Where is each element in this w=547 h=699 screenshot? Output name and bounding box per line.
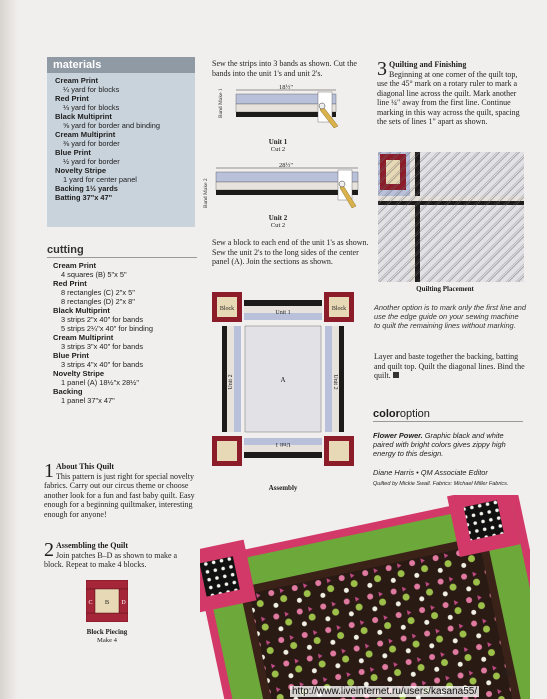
materials-item-name: Novelty Stripe (55, 166, 107, 175)
assembly-diagram (212, 290, 356, 480)
cutting-item-detail: 4 squares (B) 5"x 5" (61, 270, 127, 279)
layer-text-body: Layer and baste together the backing, batting and quilt top. Quilt the diagonal lines. Bind the quilt. (374, 352, 525, 380)
step-1-text: This pattern is just right for special novelty fabrics. Carry out our circus theme or choose another look for a fun and fast baby quilt. Easy enough for a beginning quiltmaker, interesting enough for anyone! (44, 471, 195, 519)
assembly-unit-1-label: Unit 1 (275, 310, 291, 316)
cutting-item-name: Blue Print (53, 351, 89, 360)
materials-item-detail: 1 yard for center panel (63, 175, 137, 184)
materials-item-detail: ⅜ yard for border (63, 139, 120, 148)
cutting-item-detail: 3 strips 4"x 40" for bands (61, 360, 144, 369)
materials-heading: materials (47, 57, 195, 73)
unit-2-band: Band Make 2 (203, 178, 209, 208)
coloroption-heading-rest: option (399, 408, 430, 420)
quilting-caption: Quilting Placement (416, 285, 474, 293)
cutting-item-name: Black Multiprint (53, 306, 110, 315)
unit-1-sub: Cut 2 (270, 146, 286, 153)
cutting-list (47, 261, 197, 405)
materials-item-detail: ⅓ yard for blocks (63, 103, 120, 112)
assembly-block-label: Block (219, 306, 235, 312)
step-3-text: Beginning at one corner of the quilt top, use the 45° mark on a rotary ruler to mark a diagonal line across the quilt. Mark another line ¼" away from the first line. Continue marking in this way across the quilt, spacing the sets of lines 1" apart as shown. (377, 69, 520, 126)
materials-item-name: Black Multiprint (55, 112, 112, 121)
block-label-c: C (88, 600, 93, 606)
quilting-placement-diagram (378, 152, 524, 282)
layer-text (374, 352, 526, 381)
cutting-item-name: Red Print (53, 279, 87, 288)
cutting-item-detail: 8 rectangles (C) 2"x 5" (61, 288, 135, 297)
cutting-heading: cutting (47, 246, 197, 258)
cutting-item-detail: 8 rectangles (D) 2"x 8" (61, 297, 135, 306)
step-1-number: 1 (44, 460, 54, 482)
cutting-item-detail: 3 strips 3"x 40" for bands (61, 342, 144, 351)
unit-1-caption: Unit 1 (268, 138, 288, 146)
cutting-item-detail: 5 strips 2¼"x 40" for binding (61, 324, 153, 333)
step-1 (44, 462, 198, 519)
block-label-d: D (121, 600, 126, 606)
block-piecing-sub: Make 4 (97, 637, 117, 644)
unit-2-dimension: 28½" (278, 162, 294, 169)
block-label-b: B (104, 599, 110, 606)
coloroption-heading (373, 410, 523, 422)
unit-1-dimension: 18½" (278, 84, 294, 91)
unit-1-diagram (208, 82, 358, 142)
materials-item-name: Red Print (55, 94, 89, 103)
step-2-number: 2 (44, 539, 54, 561)
assembly-unit-2-left: Unit 2 (228, 374, 234, 390)
materials-item-detail: ¼ yard for blocks (63, 85, 120, 94)
cutting-item-detail: 1 panel 37"x 47" (61, 396, 115, 405)
option-text: Another option is to mark only the first line and use the edge guide on your sewing machine to quilt the remaining lines without marking. (374, 303, 526, 330)
step-3-number: 3 (377, 58, 387, 80)
page-number: 45 (502, 668, 513, 678)
middle-intro: Sew the strips into 3 bands as shown. Cut the bands into the unit 1's and unit 2's. (212, 59, 357, 78)
materials-batting: Batting 37"x 47" (55, 193, 113, 202)
step-2 (44, 541, 198, 570)
step-3-title: Quilting and Finishing (389, 60, 467, 69)
step-2-title: Assembling the Quilt (56, 541, 129, 550)
assembly-unit-2-right: Unit 2 (332, 374, 338, 390)
assembly-caption: Assembly (268, 484, 298, 492)
flower-power-title: Flower Power. (373, 431, 423, 440)
end-mark-icon (393, 372, 399, 378)
assembly-unit-1-label-bottom: Unit 1 (275, 441, 291, 447)
watermark-url: http://www.liveinternet.ru/users/kasana55/ (292, 686, 478, 697)
unit-1-band: Band Make 1 (218, 88, 224, 118)
flower-power-body: Graphic black and white paired with bright colors gives zippy high energy to this design. (373, 431, 506, 458)
middle-sew-text: Sew a block to each end of the unit 1's as shown. Sew the unit 2's to the long sides of the center panel (A). Join the sections as shown. (212, 238, 369, 266)
step-1-title: About This Quilt (56, 462, 115, 471)
materials-item-name: Cream Multiprint (55, 130, 116, 139)
assembly-block-label-2: Block (331, 306, 347, 312)
cutting-section (47, 246, 197, 405)
cutting-item-name: Cream Print (53, 261, 97, 270)
step-2-text: Join patches B–D as shown to make a block. Repeat to make 4 blocks. (44, 550, 178, 569)
materials-item-detail: ⅝ yard for border and binding (63, 121, 160, 130)
materials-list (47, 73, 195, 184)
cutting-item-detail: 1 panel (A) 18½"x 28½" (61, 378, 139, 387)
unit-2-diagram (200, 158, 365, 216)
block-piecing-diagram (86, 580, 128, 622)
credit-line: Quilted by Mickie Swall. Fabrics: Michael Miller Fabrics. (373, 481, 509, 487)
materials-item-name: Cream Print (55, 76, 99, 85)
page-spine (0, 0, 18, 699)
cutting-item-name: Cream Multiprint (53, 333, 114, 342)
flower-power-text (373, 431, 525, 458)
coloroption-heading-bold: color (373, 408, 400, 420)
cutting-item-name: Backing (53, 387, 83, 396)
cutting-item-name: Novelty Stripe (53, 369, 105, 378)
block-piecing-caption: Block Piecing (86, 628, 128, 636)
materials-box (47, 57, 195, 227)
quilt-photo (200, 495, 530, 699)
assembly-center-label: A (280, 376, 286, 384)
step-3 (377, 60, 527, 127)
materials-backing: Backing 1½ yards (55, 184, 118, 193)
materials-item-name: Blue Print (55, 148, 91, 157)
cutting-item-detail: 3 strips 2"x 40" for bands (61, 315, 144, 324)
author-line: Diane Harris • QM Associate Editor (373, 468, 488, 477)
materials-item-detail: ½ yard for border (63, 157, 120, 166)
unit-2-sub: Cut 2 (270, 222, 286, 229)
unit-2-caption: Unit 2 (268, 214, 288, 222)
